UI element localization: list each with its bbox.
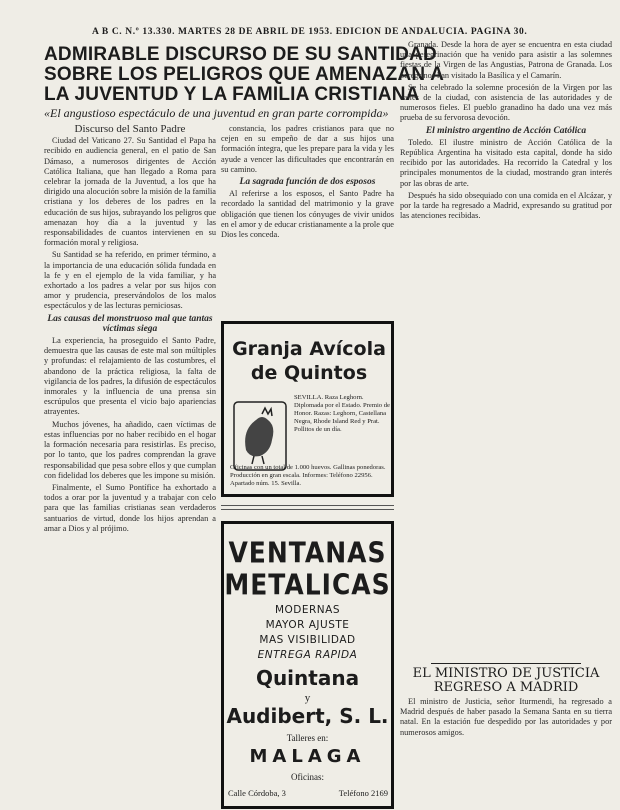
ad-line: MAS VISIBILIDAD	[259, 634, 356, 646]
paragraph: La experiencia, ha proseguido el Santo Padre, demuestra que las causas de este mal son múltiples y profundas: el relajamiento de las costumbres, el abandono de la práctica religiosa, la falta de vigilancia de los padres, la difusión de espectáculos inmorales y la influencia de una prensa sin escrúpulos que presenta el vicio bajo apariencias atrayentes.	[44, 336, 216, 417]
minister-headline	[400, 663, 612, 695]
paragraph: Finalmente, el Sumo Pontífice ha exhortado a todos a orar por la juventud y a trabajar con celo para que las familias cristianas sean verdaderos santuarios de virtud, donde los hijos aprendan a amar a Dios y al prójimo.	[44, 482, 216, 533]
running-head: A B C. N.º 13.330. MARTES 28 DE ABRIL DE 1953. EDICION DE ANDALUCIA. PAGINA 30.	[92, 27, 528, 37]
ad-phone: Teléfono 2169	[338, 788, 388, 798]
divider	[221, 509, 394, 510]
section-heading: Discurso del Santo Padre	[74, 124, 186, 135]
ad-title: VENTANAS	[228, 535, 387, 570]
minister-head-1: EL MINISTRO DE JUSTICIA	[412, 666, 600, 681]
paragraph: Al referirse a los esposos, el Santo Padre ha recordado la santidad del matrimonio y la grave obligación que tienen los cónyuges de vivir unidos en el amor y de educar cristianamente a la prole que Dios les conceda.	[221, 189, 394, 240]
paragraph: Muchos jóvenes, ha añadido, caen víctimas de estas influencias por no haber recibido en el hogar la formación necesaria para resistirlas. Es preciso, por lo tanto, que los padres comprendan la grave responsabilidad que pesa sobre ellos y que cumplan con fidelidad los deberes que les impone su misión.	[44, 419, 216, 480]
main-headline	[44, 44, 444, 105]
minister-article	[400, 697, 612, 807]
ad-title: METALICAS	[224, 567, 391, 602]
article-column-2	[221, 124, 394, 316]
rooster-emblem-icon	[232, 400, 288, 472]
ad-address: Calle Córdoba, 3	[228, 788, 286, 798]
divider	[431, 663, 581, 664]
headline-line-3: LA JUVENTUD Y LA FAMILIA CRISTIANA	[44, 84, 420, 105]
section-heading: El ministro argentino de Acción Católica	[425, 125, 587, 136]
ad-line: MAYOR AJUSTE	[265, 619, 350, 631]
paragraph: Se ha celebrado la solemne procesión de la Virgen por las calles de la ciudad, con asistencia de las autoridades y de numerosos fieles. El pueblo granadino ha dado una vez más prueba de su fervorosa devoción.	[400, 82, 612, 123]
paragraph: Su Santidad se ha referido, en primer término, a la importancia de una educación sólida fundada en la fe y en el ejemplo de la vida familiar, y ha exhortado a los padres a velar por sus hijos con amor y prudencia, preservándolos de los malos espectáculos y de las lecturas perniciosas.	[44, 250, 216, 311]
ad-line: MODERNAS	[274, 604, 341, 616]
ad-brand: Quintana	[255, 666, 360, 690]
ad-workshops: Talleres en:	[286, 733, 329, 743]
paragraph: Granada. Desde la hora de ayer se encuentra en esta ciudad una peregrinación que ha venido para asistir a las solemnes fiestas de la Virgen de las Angustias, Patrona de Granada. Los peregrinos han visitado la Basílica y el Camarín.	[400, 40, 612, 80]
headline-subtitle: «El angustioso espectáculo de una juventud en gran parte corrompida»	[44, 106, 389, 120]
ad-text: Oficinas con un total de 1.000 huevos. Gallinas ponedoras. Producción en gran escala. Informes: Teléfono 22956. Apartado núm. 15. Sevilla.	[230, 464, 386, 487]
paragraph: El ministro de Justicia, señor Iturmendi, ha regresado a Madrid después de haber pasado la Semana Santa en su tierra natal. En la estación fue despedido por las autoridades y por numerosos amigos.	[400, 697, 612, 737]
paragraph: Ciudad del Vaticano 27. Su Santidad el Papa ha recibido en audiencia general, en el patio de San Dámaso, a numerosos dirigentes de Acción Católica Italiana, que han llegado a Roma para celebrar la jornada de la Juventud, a los que ha dirigido una alocución sobre la misión de la familia cristiana y los deberes de los padres en la educación de sus hijos, subrayando los peligros que amenazan hoy día a la juventud y las responsabilidades de cuantos intervienen en su formación moral y religiosa.	[44, 136, 216, 248]
article-column-1	[44, 124, 216, 806]
headline-line-2: SOBRE LOS PELIGROS QUE AMENAZAN A	[44, 64, 444, 85]
paragraph: Toledo. El ilustre ministro de Acción Católica de la República Argentina ha visitado esta capital, donde ha sido recibido por las autoridades. Ha recorrido la Catedral y los principales monumentos de la ciudad, mostrando gran interés por las obras de arte.	[400, 137, 612, 188]
ventanas-metalicas-ad	[221, 521, 394, 809]
minister-head-2: REGRESO A MADRID	[433, 680, 579, 695]
ad-footer	[228, 788, 388, 798]
ad-title: de Quintos	[250, 362, 368, 384]
paragraph: constancia, los padres cristianos para que no cejen en su empeño de dar a sus hijos una formación íntegra, que les prepare para la vida y les ayude a vencer las dificultades que encontrarán en su camino.	[221, 124, 394, 174]
paragraph: Después ha sido obsequiado con una comida en el Alcázar, y por la tarde ha regresado a Madrid, expresando su gratitud por las atenciones recibidas.	[400, 190, 612, 221]
ad-offices: Oficinas:	[291, 772, 324, 782]
article-column-3	[400, 40, 612, 658]
section-heading: Las causas del monstruoso mal que tantas víctimas siega	[47, 313, 213, 334]
headline-line-1: ADMIRABLE DISCURSO DE SU SANTIDAD	[44, 44, 437, 65]
divider	[221, 505, 394, 506]
ad-connector: y	[304, 692, 311, 704]
ad-title: Granja Avícola	[232, 338, 386, 360]
ad-brand: Audibert, S. L.	[226, 704, 389, 728]
section-heading: La sagrada función de dos esposos	[239, 177, 376, 188]
ad-text: SEVILLA. Raza Leghorn. Diplomada por el Estado. Premio de Honor. Razas: Leghorn, Castellana Negra, Rhode Island Red y Prat. Pollitos de un día.	[294, 394, 390, 433]
ad-line: ENTREGA RAPIDA	[257, 649, 358, 661]
granja-avicola-ad	[221, 321, 394, 497]
ad-city: MALAGA	[249, 746, 366, 767]
